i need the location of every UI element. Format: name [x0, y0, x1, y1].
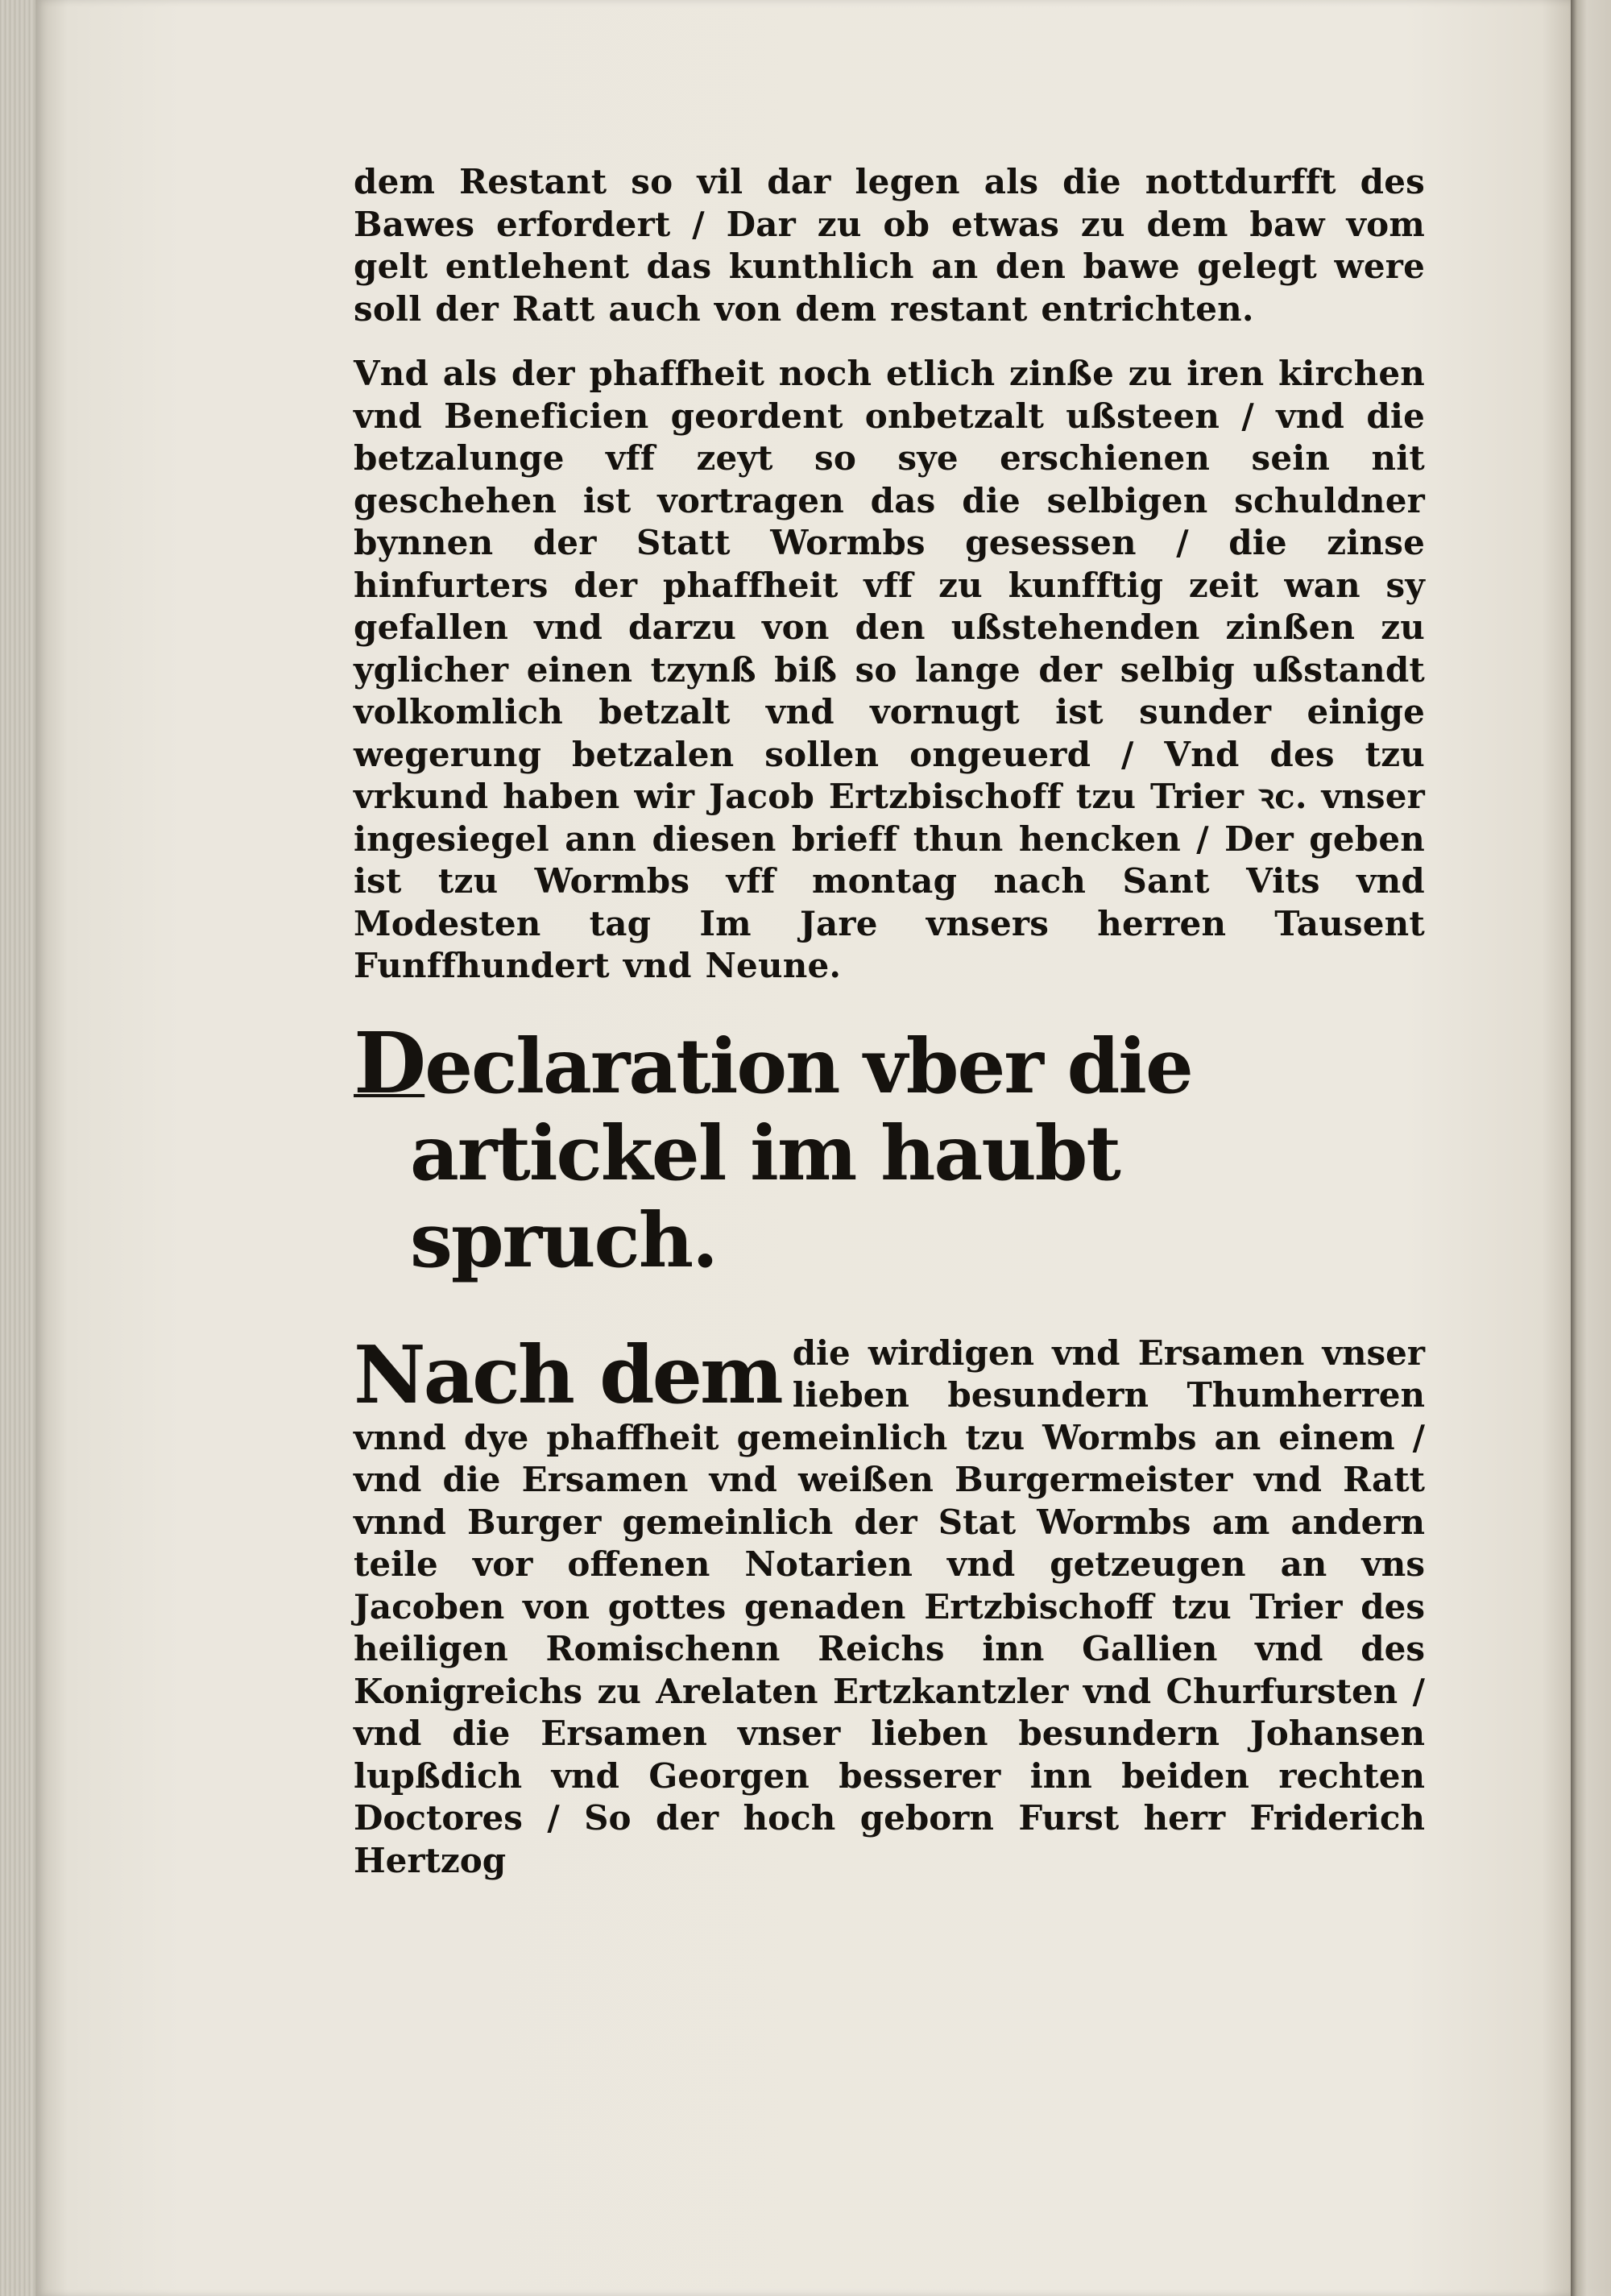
page-stack-edges [0, 0, 35, 2296]
paragraph-phaffheit: Vnd als der phaffheit noch etlich zinße zu iren kirchen vnd Beneficien geordent onbetzalt ußsteen / vnd die betzalunge vff zeyt so sye erschienen sein nit geschehen ist vortragen das die selbigen schuldner bynnen der Statt Wormbs gesessen / die zinse hinfurters der phaffheit vff zu kunfftig zeit wan sy gefallen vnd darzu von den ußstehenden zinßen zu yglicher einen tzynß biß so lange der selbig ußstandt volkomlich betzalt vnd vornugt ist sunder einige wegerung betzalen sollen ongeuerd / Vnd des tzu vrkund haben wir Jacob Ertzbischoff tzu Trier ꝛc. vnser ingesiegel ann diesen brieff thun hencken / Der geben ist tzu Wormbs vff montag nach Sant Vits vnd Modesten tag Im Jare vnsers herren Tausent Funffhundert vnd Neune. [354, 354, 1425, 985]
paragraph-nach-dem [354, 1328, 1425, 1883]
drop-cap-words: Nach dem [354, 1328, 781, 1422]
adjacent-page-edge [1571, 0, 1611, 2296]
paragraph-nach-dem-text: die wirdigen vnd Ersamen vnser lieben besundern Thumherren vnnd dye phaffheit gemeinlich tzu Wormbs an einem / vnd die Ersamen vnd weißen Burgermeister vnd Ratt vnnd Burger gemeinlich der Stat Wormbs am andern teile vor offenen Notarien vnd getzeugen an vns Jacoben von gottes genaden Ertzbischoff tzu Trier des heiligen Romischenn Reichs inn Gallien vnd des Konigreichs zu Arelaten Ertzkantzler vnd Churfursten / vnd die Ersamen vnser lieben besundern Johansen lupßdich vnd Georgen besserer inn beiden rechten Doctores / So der hoch geborn Furst herr Friderich Hertzog [354, 1332, 1425, 1880]
heading-initial: D [354, 1013, 425, 1113]
paragraph-restant: dem Restant so vil dar legen als die nottdurfft des Bawes erfordert / Dar zu ob etwas zu dem baw vom gelt entlehent das kunthlich an den bawe gelegt were soll der Ratt auch von dem restant entrichten. [354, 162, 1425, 329]
heading-text: eclaration vber die artickel im haubt spruch. [410, 1022, 1192, 1285]
section-heading [354, 1013, 1425, 1285]
page-text-block [354, 161, 1425, 1882]
book-page [35, 0, 1571, 2296]
